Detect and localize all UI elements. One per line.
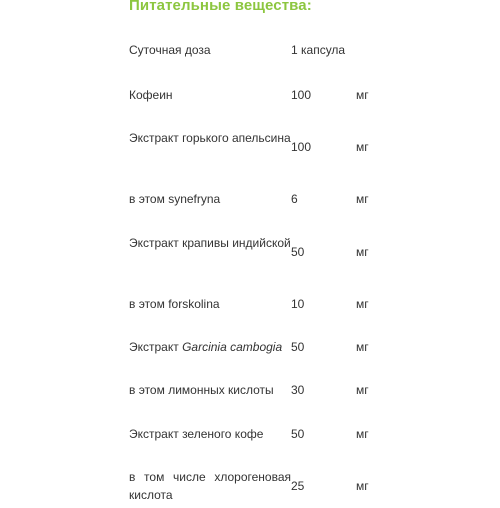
nutrient-name bbox=[129, 295, 291, 313]
nutrient-value: 10 bbox=[291, 297, 305, 311]
nutrient-value: 6 bbox=[291, 192, 298, 206]
nutrient-name bbox=[129, 338, 291, 356]
nutrient-name: Экстракт крапивы индийской bbox=[129, 236, 291, 250]
nutrient-value: 100 bbox=[291, 140, 312, 154]
table-row bbox=[0, 295, 500, 335]
nutrient-name bbox=[129, 190, 291, 208]
table-row bbox=[0, 468, 500, 508]
table-row bbox=[0, 190, 500, 230]
nutrient-name: Экстракт горького апельсина bbox=[129, 131, 291, 145]
nutrient-name-prefix: в этом bbox=[129, 297, 169, 311]
nutrient-name: в том числе хлорогеновая кислота bbox=[129, 470, 291, 502]
nutrient-name-prefix: Экстракт bbox=[129, 340, 183, 354]
nutrient-unit: мг bbox=[356, 88, 369, 102]
nutrient-unit: мг bbox=[356, 297, 369, 311]
table-row bbox=[0, 234, 500, 274]
section-heading: Питательные вещества: bbox=[129, 0, 312, 14]
nutrient-name-prefix: в этом bbox=[129, 192, 169, 206]
nutrient-unit: мг bbox=[356, 140, 369, 154]
nutrient-value: 25 bbox=[291, 479, 305, 493]
nutrient-name: Суточная доза bbox=[129, 43, 211, 57]
nutrient-name-suffix: synefryna bbox=[168, 192, 221, 206]
nutrient-value: 1 капсула bbox=[291, 43, 346, 57]
nutrient-unit: мг bbox=[356, 245, 369, 259]
nutrient-unit: мг bbox=[356, 340, 369, 354]
nutrient-value: 50 bbox=[291, 245, 305, 259]
table-row bbox=[0, 129, 500, 169]
nutrient-value: 50 bbox=[291, 340, 305, 354]
table-row bbox=[0, 381, 500, 421]
nutrient-name: Экстракт зеленого кофе bbox=[129, 427, 264, 441]
nutrient-value: 100 bbox=[291, 88, 312, 102]
table-row bbox=[0, 86, 500, 126]
nutrient-unit: мг bbox=[356, 383, 369, 397]
nutrient-name-italic: Garcinia cambogia bbox=[182, 340, 283, 354]
nutrient-unit: мг bbox=[356, 479, 369, 493]
nutrient-name: Кофеин bbox=[129, 88, 173, 102]
table-row bbox=[0, 338, 500, 378]
nutrient-name: в этом лимонных кислоты bbox=[129, 383, 274, 397]
table-row bbox=[0, 425, 500, 465]
nutrient-unit: мг bbox=[356, 192, 369, 206]
table-row bbox=[0, 41, 500, 81]
nutrient-unit: мг bbox=[356, 427, 369, 441]
nutrient-value: 30 bbox=[291, 383, 305, 397]
nutrient-value: 50 bbox=[291, 427, 305, 441]
nutrient-name-suffix: forskolina bbox=[168, 297, 220, 311]
